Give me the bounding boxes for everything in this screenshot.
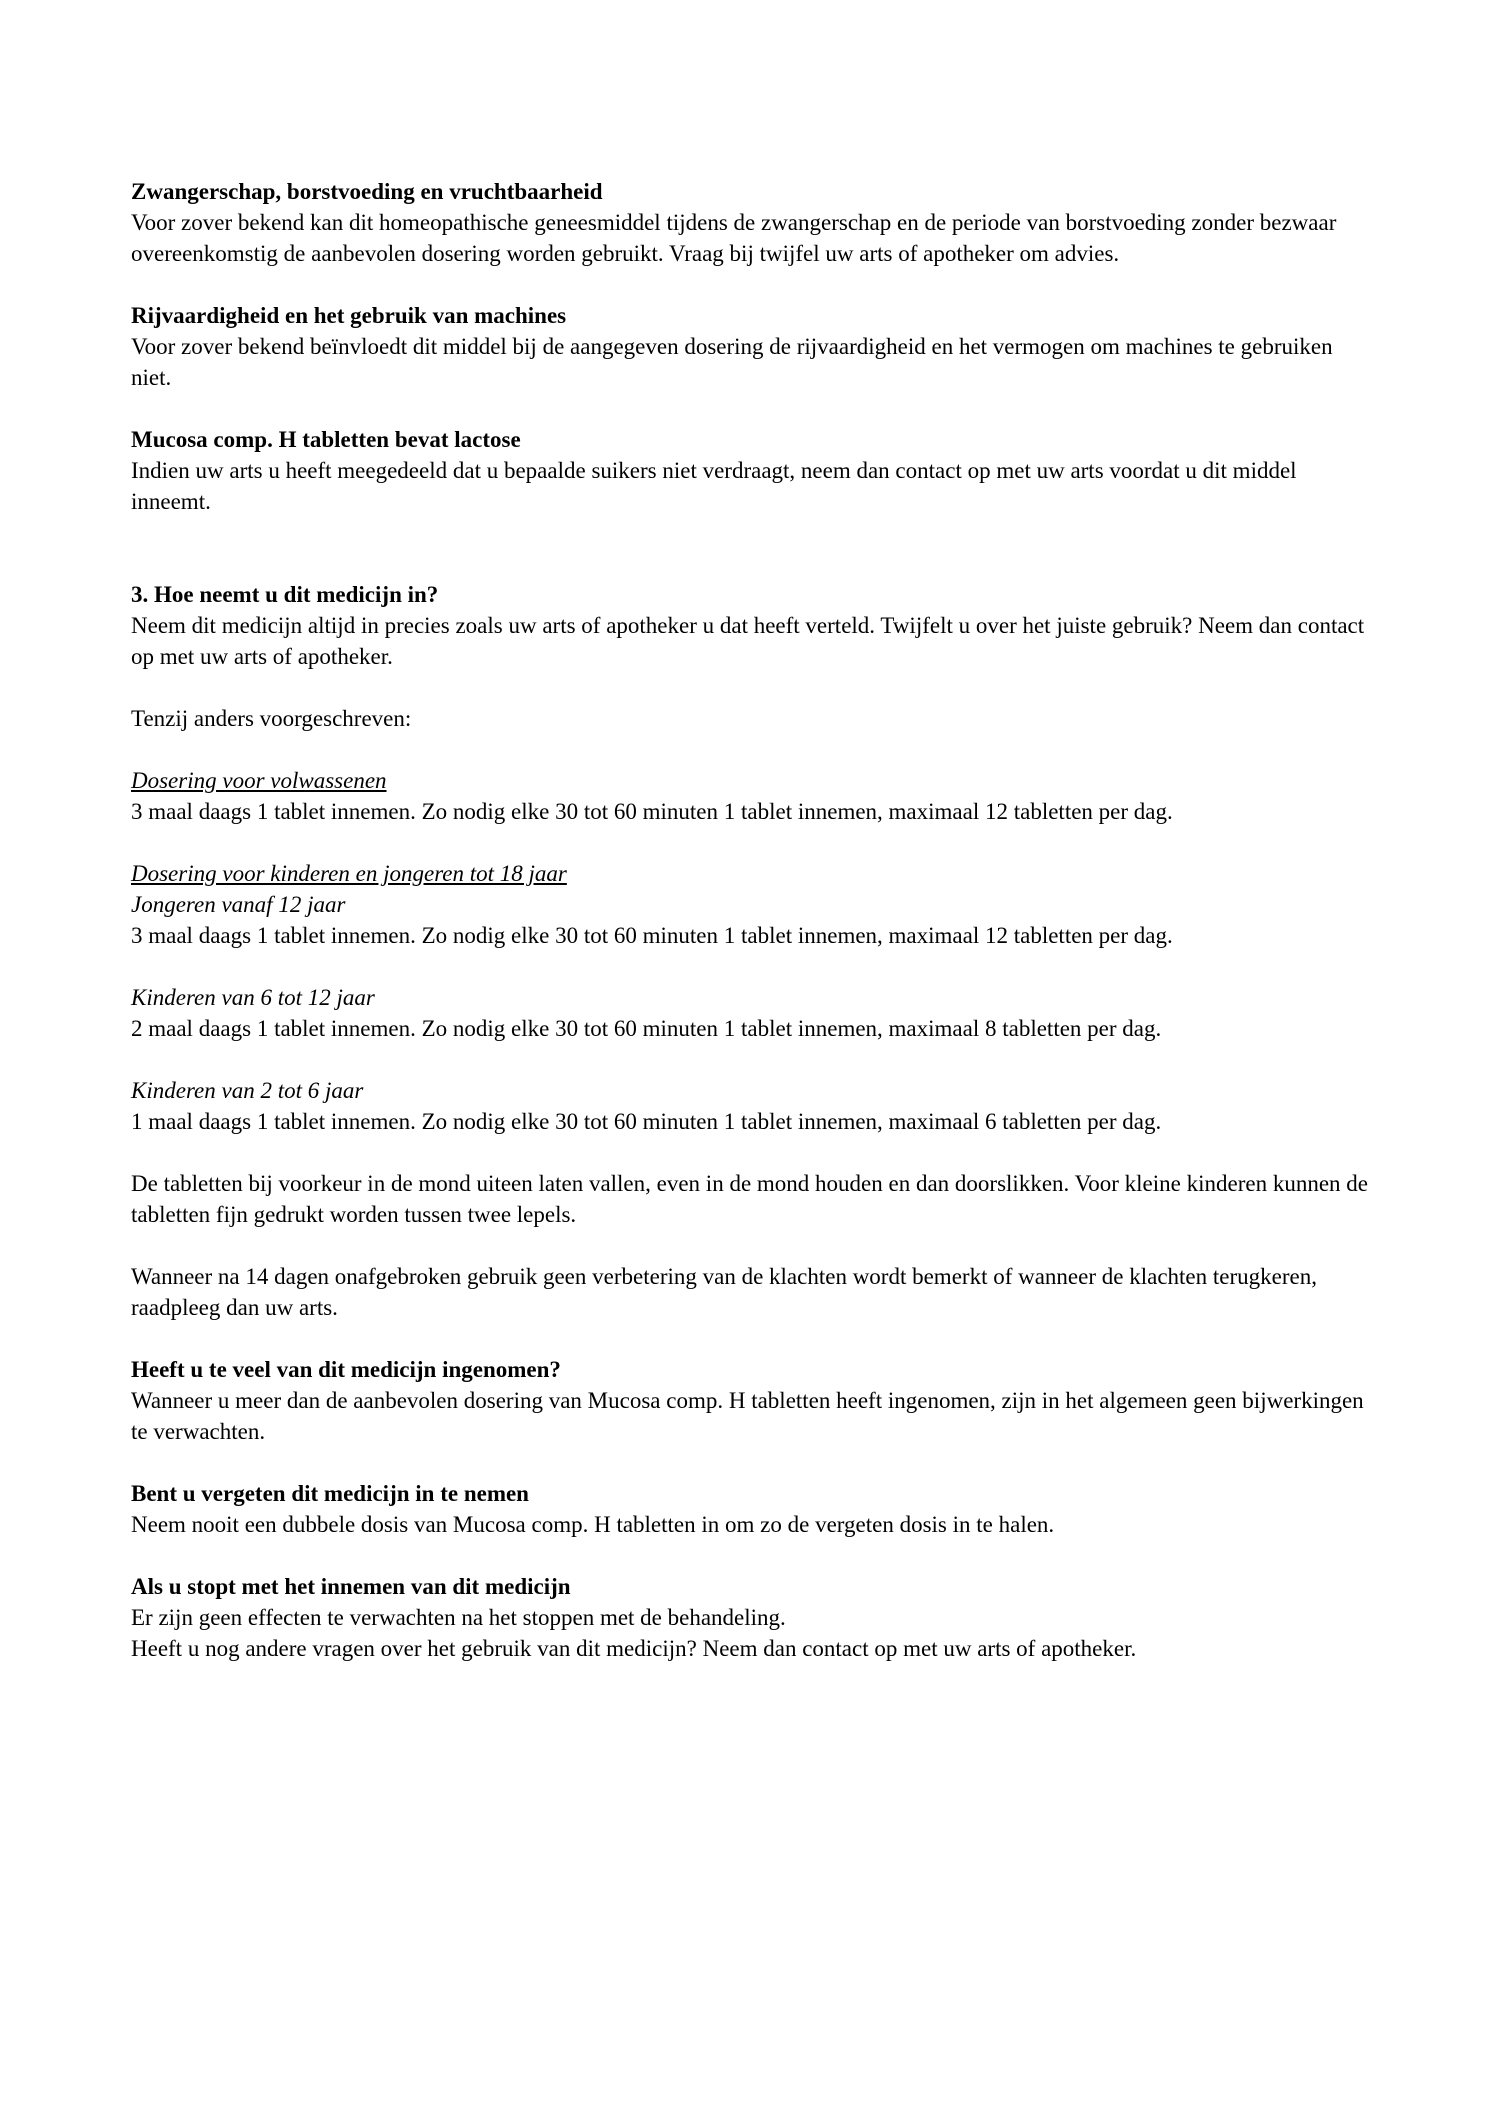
paragraph: 3 maal daags 1 tablet innemen. Zo nodig elke 30 tot 60 minuten 1 tablet innemen, maximaal 12 tabletten per dag. (131, 799, 1173, 824)
section-kinderen-2-6 (131, 1075, 1373, 1137)
paragraph: Indien uw arts u heeft meegedeeld dat u bepaalde suikers niet verdraagt, neem dan contact op met uw arts voordat u dit middel inneemt. (131, 458, 1297, 514)
section-te-veel-ingenomen (131, 1354, 1373, 1447)
paragraph: Wanneer u meer dan de aanbevolen dosering van Mucosa comp. H tabletten heeft ingenomen, zijn in het algemeen geen bijwerkingen te verwachten. (131, 1388, 1364, 1444)
section-heading: Zwangerschap, borstvoeding en vruchtbaarheid (131, 179, 603, 204)
section-heading: Dosering voor kinderen en jongeren tot 18 jaar (131, 861, 567, 886)
paragraph: Heeft u nog andere vragen over het gebruik van dit medicijn? Neem dan contact op met uw arts of apotheker. (131, 1636, 1137, 1661)
leaflet-content (131, 176, 1373, 1664)
section-dosering-kinderen (131, 858, 1373, 951)
section-heading: Rijvaardigheid en het gebruik van machines (131, 303, 567, 328)
section-heading: Kinderen van 2 tot 6 jaar (131, 1078, 364, 1103)
section-heading: Dosering voor volwassenen (131, 768, 387, 793)
section-als-u-stopt (131, 1571, 1373, 1664)
paragraph: Tenzij anders voorgeschreven: (131, 706, 412, 731)
section-rijvaardigheid (131, 300, 1373, 393)
paragraph: 1 maal daags 1 tablet innemen. Zo nodig elke 30 tot 60 minuten 1 tablet innemen, maximaal 6 tabletten per dag. (131, 1109, 1162, 1134)
paragraph: Wanneer na 14 dagen onafgebroken gebruik geen verbetering van de klachten wordt bemerkt of wanneer de klachten terugkeren, raadpleeg dan uw arts. (131, 1264, 1317, 1320)
section-heading: 3. Hoe neemt u dit medicijn in? (131, 582, 439, 607)
section-heading: Als u stopt met het innemen van dit medicijn (131, 1574, 571, 1599)
section-vergeten-in-te-nemen (131, 1478, 1373, 1540)
section-heading: Kinderen van 6 tot 12 jaar (131, 985, 375, 1010)
paragraph: Voor zover bekend kan dit homeopathische geneesmiddel tijdens de zwangerschap en de periode van borstvoeding zonder bezwaar overeenkomstig de aanbevolen dosering worden gebruikt. Vraag bij twijfel uw arts of apotheker om advies. (131, 210, 1337, 266)
section-hoe-neemt-u-in (131, 579, 1373, 672)
section-zwangerschap (131, 176, 1373, 269)
paragraph: De tabletten bij voorkeur in de mond uiteen laten vallen, even in de mond houden en dan doorslikken. Voor kleine kinderen kunnen de tabletten fijn gedrukt worden tussen twee lepels. (131, 1171, 1368, 1227)
section-kinderen-6-12 (131, 982, 1373, 1044)
section-14-dagen (131, 1261, 1373, 1323)
paragraph: Neem nooit een dubbele dosis van Mucosa comp. H tabletten in om zo de vergeten dosis in te halen. (131, 1512, 1055, 1537)
section-tenzij-anders (131, 703, 1373, 734)
section-lactose (131, 424, 1373, 517)
paragraph: 3 maal daags 1 tablet innemen. Zo nodig elke 30 tot 60 minuten 1 tablet innemen, maximaal 12 tabletten per dag. (131, 923, 1173, 948)
section-heading: Mucosa comp. H tabletten bevat lactose (131, 427, 521, 452)
paragraph: Voor zover bekend beïnvloedt dit middel bij de aangegeven dosering de rijvaardigheid en het vermogen om machines te gebruiken niet. (131, 334, 1333, 390)
section-inname-advies (131, 1168, 1373, 1230)
section-subheading: Jongeren vanaf 12 jaar (131, 892, 346, 917)
section-heading: Bent u vergeten dit medicijn in te nemen (131, 1481, 529, 1506)
paragraph: Neem dit medicijn altijd in precies zoals uw arts of apotheker u dat heeft verteld. Twijfelt u over het juiste gebruik? Neem dan contact op met uw arts of apotheker. (131, 613, 1365, 669)
section-dosering-volwassenen (131, 765, 1373, 827)
paragraph: 2 maal daags 1 tablet innemen. Zo nodig elke 30 tot 60 minuten 1 tablet innemen, maximaal 8 tabletten per dag. (131, 1016, 1162, 1041)
section-heading: Heeft u te veel van dit medicijn ingenomen? (131, 1357, 561, 1382)
paragraph: Er zijn geen effecten te verwachten na het stoppen met de behandeling. (131, 1605, 786, 1630)
